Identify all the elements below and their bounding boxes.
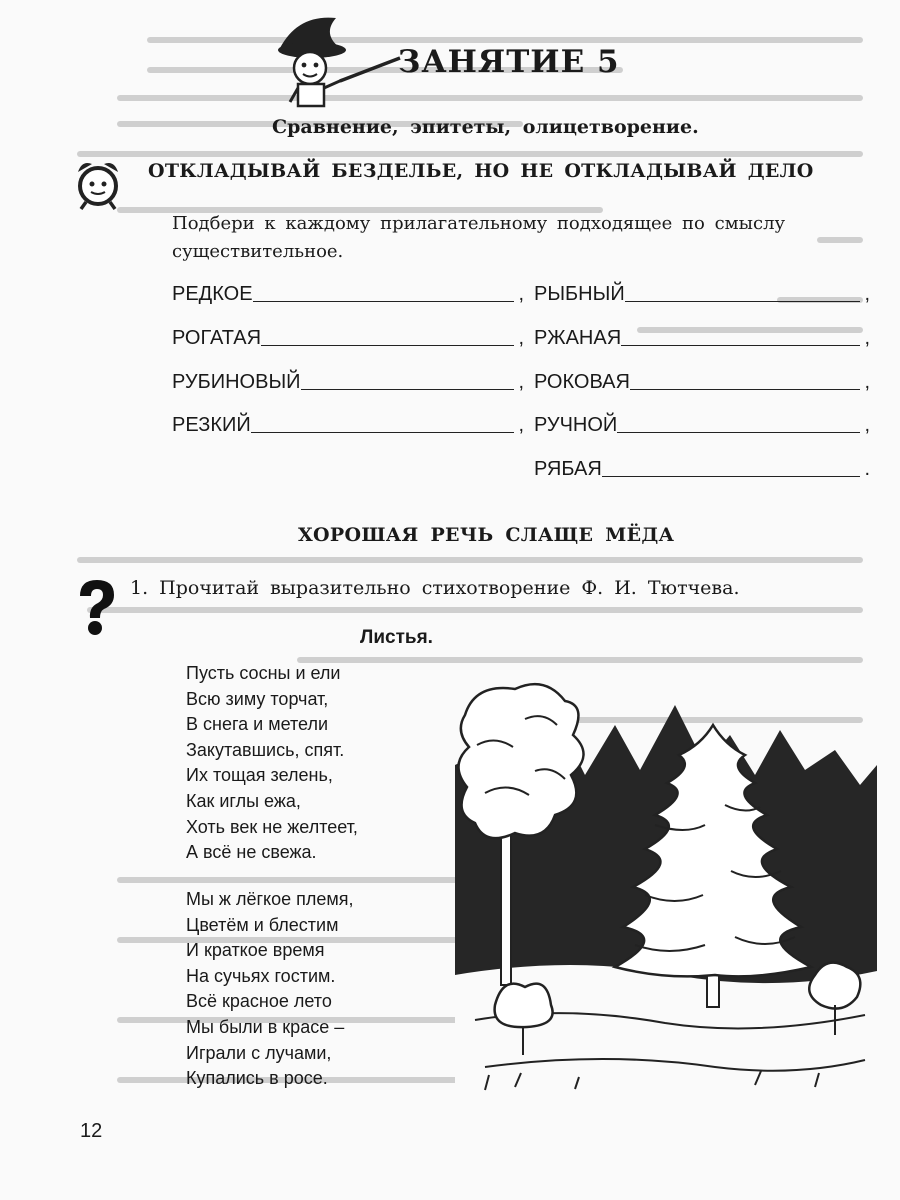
adjective-label: РЯБАЯ bbox=[534, 458, 602, 480]
poem-line: Хоть век не желтеет, bbox=[186, 816, 358, 837]
word-row-right-3: РОКОВАЯ , bbox=[534, 371, 870, 393]
answer-line[interactable] bbox=[621, 345, 860, 346]
word-row-left-1: РЕДКОЕ , bbox=[172, 283, 524, 305]
poem-line: Всё красное лето bbox=[186, 991, 332, 1012]
poem-line: Их тощая зелень, bbox=[186, 765, 333, 786]
poem-line: Мы были в красе – bbox=[186, 1016, 345, 1037]
lesson-topic: Сравнение, эпитеты, олицетворение. bbox=[272, 116, 699, 138]
word-row-left-3: РУБИНОВЫЙ , bbox=[172, 371, 524, 393]
poem-stanza-1 bbox=[186, 661, 358, 866]
adjective-label: РЫБНЫЙ bbox=[534, 283, 625, 305]
word-row-left-2: РОГАТАЯ , bbox=[172, 327, 524, 349]
answer-line[interactable] bbox=[251, 432, 515, 433]
word-row-right-4: РУЧНОЙ , bbox=[534, 414, 870, 436]
adjective-label: РЕЗКИЙ bbox=[172, 414, 251, 436]
poem-line: Всю зиму торчат, bbox=[186, 688, 329, 709]
answer-line[interactable] bbox=[625, 301, 861, 302]
answer-line[interactable] bbox=[261, 345, 514, 346]
lesson-title: ЗАНЯТИЕ 5 bbox=[398, 44, 620, 80]
alarm-clock-icon bbox=[72, 158, 124, 217]
gnome-pointer-icon bbox=[270, 8, 410, 113]
word-row-left-4: РЕЗКИЙ , bbox=[172, 414, 524, 436]
word-row-right-1: РЫБНЫЙ , bbox=[534, 283, 870, 305]
question-mark-icon bbox=[74, 578, 120, 641]
adjective-label: РЖАНАЯ bbox=[534, 327, 622, 349]
answer-line[interactable] bbox=[602, 476, 861, 477]
poem-line: На сучьях гостим. bbox=[186, 965, 336, 986]
adjective-label: РОКОВАЯ bbox=[534, 371, 630, 393]
adjective-label: РЕДКОЕ bbox=[172, 283, 253, 305]
poem-title: Листья. bbox=[360, 627, 433, 648]
task-reading: 1. Прочитай выразительно стихотворение Ф. И. Тютчева. bbox=[130, 577, 740, 599]
adjective-label: РУЧНОЙ bbox=[534, 414, 618, 436]
section-heading-speech: ХОРОШАЯ РЕЧЬ СЛАЩЕ МЁДА bbox=[298, 524, 675, 546]
poem-line: И краткое время bbox=[186, 940, 325, 961]
poem-line: Закутавшись, спят. bbox=[186, 739, 345, 760]
poem-line: А всё не свежа. bbox=[186, 842, 317, 863]
adjective-label: РУБИНОВЫЙ bbox=[172, 371, 301, 393]
poem-line: Пусть сосны и ели bbox=[186, 663, 341, 683]
poem-line: В снега и метели bbox=[186, 714, 328, 735]
poem-line: Играли с лучами, bbox=[186, 1042, 332, 1063]
page-number: 12 bbox=[80, 1120, 103, 1142]
answer-line[interactable] bbox=[617, 432, 860, 433]
exercise-instruction: Подбери к каждому прилагательному подходящее по смыслу существительное. bbox=[172, 213, 786, 262]
poem-line: Как иглы ежа, bbox=[186, 790, 301, 811]
adjective-label: РОГАТАЯ bbox=[172, 327, 262, 349]
poem-stanza-2 bbox=[186, 887, 354, 1092]
answer-line[interactable] bbox=[630, 389, 861, 390]
word-row-right-2: РЖАНАЯ , bbox=[534, 327, 870, 349]
word-row-right-5: РЯБАЯ . bbox=[534, 458, 870, 480]
section-heading-proverb: ОТКЛАДЫВАЙ БЕЗДЕЛЬЕ, НО НЕ ОТКЛАДЫВАЙ ДЕЛО bbox=[148, 160, 814, 182]
poem-line: Мы ж лёгкое племя, bbox=[186, 889, 354, 909]
answer-line[interactable] bbox=[301, 389, 515, 390]
poem-line: Цветём и блестим bbox=[186, 914, 339, 935]
poem-line: Купались в росе. bbox=[186, 1068, 328, 1089]
answer-line[interactable] bbox=[253, 301, 515, 302]
winter-forest-illustration bbox=[455, 675, 885, 1100]
